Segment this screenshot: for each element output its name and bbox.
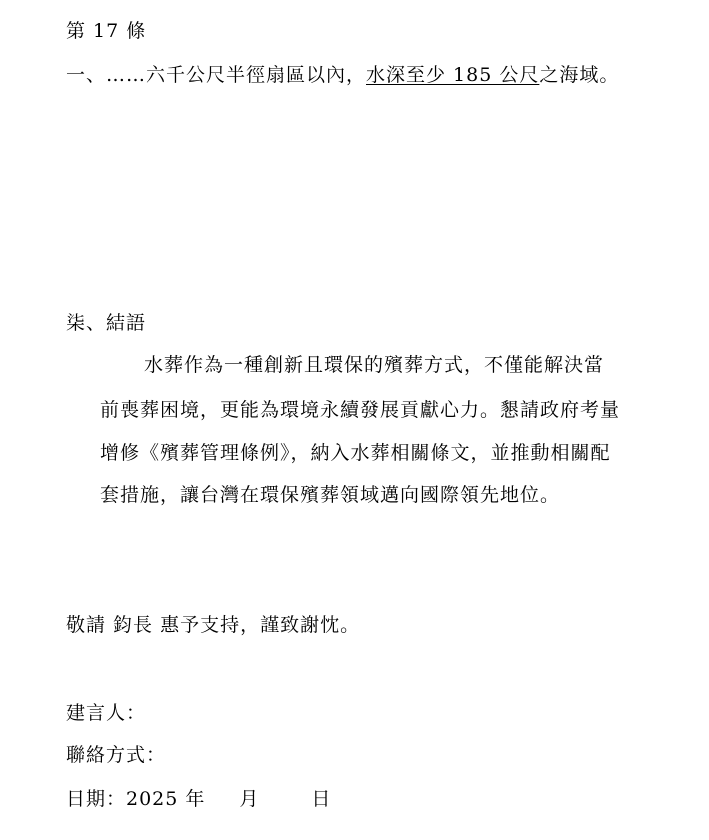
clause-suffix: 之海域。 — [539, 64, 620, 86]
contact-label: 聯絡方式： — [66, 744, 167, 766]
date-label: 日期：2025 年 — [66, 788, 206, 810]
paragraph-line: 水葬作為一種創新且環保的殯葬方式，不僅能解決當 — [144, 354, 605, 376]
clause-underlined-text: 水深至少 185 公尺 — [366, 64, 540, 86]
paragraph-line: 增修《殯葬管理條例》，納入水葬相關條文，並推動相關配 — [100, 442, 611, 464]
paragraph-line: 前喪葬困境，更能為環境永續發展貢獻心力。懇請政府考量 — [100, 399, 621, 421]
article-title: 第 17 條 — [66, 20, 147, 42]
date-line — [66, 786, 331, 812]
clause-prefix: 一、……六千公尺半徑扇區以內， — [66, 64, 367, 86]
paragraph-line: 套措施，讓台灣在環保殯葬領域邁向國際領先地位。 — [100, 484, 561, 506]
day-label: 日 — [311, 788, 332, 810]
proposer-label: 建言人： — [66, 702, 147, 724]
article-clause — [66, 62, 619, 88]
section-heading: 柒、結語 — [66, 312, 147, 334]
closing-remark: 敬請 鈞長 惠予支持，謹致謝忱。 — [66, 614, 361, 636]
month-label: 月 — [239, 788, 260, 810]
